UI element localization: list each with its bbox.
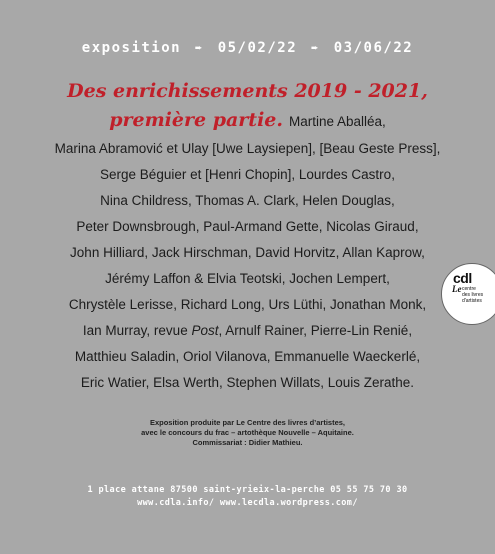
credits-block <box>0 418 495 448</box>
arrow-right-icon: ➨ <box>311 41 320 55</box>
credits-line: avec le concours du frac – artothèque Nouvelle – Aquitaine. <box>141 428 354 437</box>
artist-line: Serge Béguier et [Henri Chopin], Lourdes Castro, <box>100 167 395 182</box>
exhibition-title: Des enrichissements 2019 - 2021, <box>67 80 428 102</box>
logo-le: Le <box>452 284 462 294</box>
logo-subtitle: centre des livres d'artistes <box>462 286 484 304</box>
artist-line: John Hilliard, Jack Hirschman, David Horvitz, Allan Kaprow, <box>70 245 425 260</box>
curator-line: Commissariat : Didier Mathieu. <box>192 438 303 447</box>
website-links[interactable]: www.cdla.info/ www.lecdla.wordpress.com/ <box>137 498 358 508</box>
artist-line: Marina Abramović et Ulay [Uwe Laysiepen], [Beau Geste Press], <box>54 141 441 156</box>
logo-mark: cdl <box>453 270 472 286</box>
artist-line: Ian Murray, revue Post, Arnulf Rainer, Pierre-Lin Renié, <box>82 323 413 338</box>
end-date: 03/06/22 <box>333 40 414 56</box>
artist-line: Jérémy Laffon & Elvia Teotski, Jochen Lempert, <box>105 271 390 286</box>
exhibition-label: exposition <box>81 40 182 56</box>
arrow-right-icon: ➨ <box>195 41 204 55</box>
artist-line: Martine Aballéa, <box>289 114 386 129</box>
artist-line: Nina Childress, Thomas A. Clark, Helen Douglas, <box>100 193 395 208</box>
cdla-logo <box>441 263 495 325</box>
artist-line: Matthieu Saladin, Oriol Vilanova, Emmanuelle Waeckerlé, <box>74 349 421 364</box>
artist-line: Peter Downsbrough, Paul-Armand Gette, Nicolas Giraud, <box>76 219 419 234</box>
address-line: 1 place attane 87500 saint-yrieix-la-perche 05 55 75 70 30 <box>87 485 408 495</box>
title-line-2 <box>0 109 495 131</box>
artist-line: Eric Watier, Elsa Werth, Stephen Willats, Louis Zerathe. <box>80 375 415 390</box>
exhibition-subtitle: première partie. <box>109 109 283 131</box>
footer-contact <box>0 484 495 510</box>
credits-line: Exposition produite par Le Centre des livres d’artistes, <box>149 418 346 427</box>
start-date: 05/02/22 <box>217 40 298 56</box>
artist-line: Chrystèle Lerisse, Richard Long, Urs Lüthi, Jonathan Monk, <box>68 297 427 312</box>
exhibition-dates-header <box>0 40 495 56</box>
